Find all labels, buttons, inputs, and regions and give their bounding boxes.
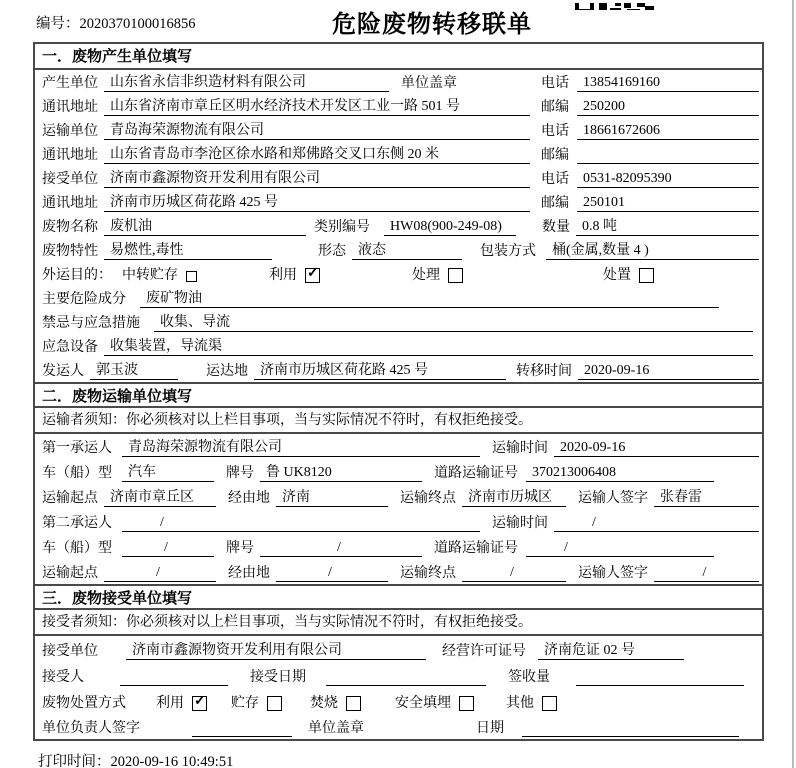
packing-value: 桶(金属,数量 4 ) xyxy=(546,239,759,260)
row-carrier1 xyxy=(35,434,762,459)
transfer-date-label: 转移时间 xyxy=(516,364,572,379)
plate-value: / xyxy=(260,540,422,557)
address-label: 通讯地址 xyxy=(42,148,98,163)
address-value: 山东省济南市章丘区明水经济技术开发区工业一路 501 号 xyxy=(104,95,530,116)
equipment-label: 应急设备 xyxy=(42,340,98,355)
vehicle-type-label: 车（船）型 xyxy=(42,541,112,556)
section-transporter xyxy=(35,382,762,584)
responsible-sign-value xyxy=(192,720,292,737)
via-label: 经由地 xyxy=(228,566,270,581)
character-value: 易燃性,毒性 xyxy=(104,239,272,260)
row-producer xyxy=(35,70,762,94)
transport-time-value: 2020-09-16 xyxy=(554,440,759,457)
row-route1 xyxy=(35,484,762,509)
waste-name-label: 废物名称 xyxy=(42,220,98,235)
checkbox-incinerate xyxy=(346,696,361,711)
plate-label: 牌号 xyxy=(226,541,254,556)
address-value: 山东省青岛市李沧区徐水路和郑佛路交叉口东侧 20 米 xyxy=(104,143,530,164)
option-utilize-label: 利用 xyxy=(156,696,184,711)
row-responsible-sign xyxy=(35,714,762,739)
receipt-amount-label: 签收量 xyxy=(508,670,550,685)
serial-number xyxy=(36,12,196,33)
via-value: / xyxy=(276,565,388,582)
checkbox-treat xyxy=(448,268,463,283)
section2-header: 二．废物运输单位填写 xyxy=(35,382,762,408)
zip-value xyxy=(577,147,759,164)
option-dispose-label: 处置 xyxy=(603,268,631,283)
equipment-value: 收集装置，导流渠 xyxy=(104,335,753,356)
accept-date-value xyxy=(326,669,486,686)
license-value: 济南危证 02 号 xyxy=(538,639,684,660)
row-waste-name xyxy=(35,214,762,238)
row-disposal xyxy=(35,688,762,714)
row-carrier2 xyxy=(35,509,762,534)
taboo-label: 禁忌与应急措施 xyxy=(42,316,140,331)
transporter-label: 运输单位 xyxy=(42,124,98,139)
receipt-amount-value xyxy=(576,669,744,686)
transporter-notice xyxy=(35,408,762,434)
notice-label: 运输者须知： xyxy=(42,413,126,428)
row-transporter-address xyxy=(35,142,762,166)
end-label: 运输终点 xyxy=(400,491,456,506)
row-accept-unit xyxy=(35,636,762,662)
transporter-sign-value: / xyxy=(654,565,759,582)
form-value: 液态 xyxy=(352,239,462,260)
end-value: 济南市历城区 xyxy=(462,486,566,507)
receiver-notice xyxy=(35,610,762,636)
accept-date-label: 接受日期 xyxy=(250,670,306,685)
page-edge-line xyxy=(792,0,794,768)
taboo-value: 收集、导流 xyxy=(154,311,753,332)
option-landfill-label: 安全填埋 xyxy=(395,696,451,711)
transport-time-value: / xyxy=(554,515,759,532)
form-label: 形态 xyxy=(318,244,346,259)
carrier1-value: 青岛海荣源物流有限公司 xyxy=(122,436,480,457)
road-permit-label: 道路运输证号 xyxy=(434,466,518,481)
section-receiver xyxy=(35,584,762,739)
phone-label: 电话 xyxy=(541,76,569,91)
end-value: / xyxy=(462,565,566,582)
section-producer xyxy=(35,44,762,382)
serial-label: 编号： xyxy=(36,16,80,32)
transport-time-label: 运输时间 xyxy=(492,516,548,531)
notice-label: 接受者须知： xyxy=(42,615,126,630)
carrier2-label: 第二承运人 xyxy=(42,516,112,531)
plate-label: 牌号 xyxy=(226,466,254,481)
end-label: 运输终点 xyxy=(400,566,456,581)
transport-time-label: 运输时间 xyxy=(492,441,548,456)
phone-value: 13854169160 xyxy=(577,75,759,92)
start-label: 运输起点 xyxy=(42,491,98,506)
option-storage-label: 贮存 xyxy=(231,696,259,711)
transporter-value: 青岛海荣源物流有限公司 xyxy=(104,119,530,140)
destination-label: 运达地 xyxy=(206,364,248,379)
checkbox-utilize xyxy=(192,696,207,711)
manifest-table xyxy=(33,42,764,741)
date-label: 日期 xyxy=(476,721,504,736)
row-producer-address xyxy=(35,94,762,118)
receiver-value: 济南市鑫源物资开发利用有限公司 xyxy=(104,167,530,188)
print-time-value: 2020-09-16 10:49:51 xyxy=(110,754,234,768)
option-incinerate-label: 焚烧 xyxy=(310,696,338,711)
packing-label: 包装方式 xyxy=(480,244,536,259)
road-permit-value: / xyxy=(526,540,714,557)
page-title: 危险废物转移联单 xyxy=(332,12,532,38)
transfer-date-value: 2020-09-16 xyxy=(578,363,759,380)
print-time-label: 打印时间： xyxy=(38,754,111,768)
option-utilize-label: 利用 xyxy=(269,268,297,283)
accept-unit-value: 济南市鑫源物资开发利用有限公司 xyxy=(126,639,426,660)
row-transporter xyxy=(35,118,762,142)
hazard-label: 主要危险成分 xyxy=(42,292,126,307)
row-consignor xyxy=(35,358,762,382)
row-equipment xyxy=(35,334,762,358)
row-route2 xyxy=(35,559,762,584)
road-permit-label: 道路运输证号 xyxy=(434,541,518,556)
serial-value: 2020370100016856 xyxy=(79,16,196,32)
checkbox-transfer-storage xyxy=(186,271,197,282)
option-treat-label: 处理 xyxy=(412,268,440,283)
phone-label: 电话 xyxy=(541,124,569,139)
notice-text: 你必须核对以上栏目事项，当与实际情况不符时，有权拒绝接受。 xyxy=(126,615,532,630)
checkbox-landfill xyxy=(459,696,474,711)
address-label: 通讯地址 xyxy=(42,100,98,115)
section3-header: 三．废物接受单位填写 xyxy=(35,584,762,610)
vehicle-type-value: / xyxy=(122,540,214,557)
start-value: 济南市章丘区 xyxy=(104,486,216,507)
start-label: 运输起点 xyxy=(42,566,98,581)
row-purpose xyxy=(35,262,762,286)
phone-value: 18661672606 xyxy=(577,123,759,140)
checkbox-utilize xyxy=(305,268,320,283)
via-value: 济南 xyxy=(276,486,388,507)
phone-label: 电话 xyxy=(541,172,569,187)
row-receiver-address xyxy=(35,190,762,214)
carrier1-label: 第一承运人 xyxy=(42,441,112,456)
disposal-label: 废物处置方式 xyxy=(42,696,126,711)
zip-label: 邮编 xyxy=(541,196,569,211)
row-vehicle2 xyxy=(35,534,762,559)
checkbox-storage xyxy=(267,696,282,711)
row-hazard xyxy=(35,286,762,310)
unit-seal-label: 单位盖章 xyxy=(308,721,364,736)
row-acceptor xyxy=(35,662,762,688)
date-value xyxy=(522,720,739,737)
address-label: 通讯地址 xyxy=(42,196,98,211)
option-other-label: 其他 xyxy=(506,696,534,711)
consignor-label: 发运人 xyxy=(42,364,84,379)
zip-value: 250200 xyxy=(577,99,759,116)
carrier2-value: / xyxy=(122,515,480,532)
row-vehicle1 xyxy=(35,459,762,484)
producer-value: 山东省永信非织造材料有限公司 xyxy=(104,71,389,92)
category-label: 类别编号 xyxy=(314,220,370,235)
transporter-sign-label: 运输人签字 xyxy=(578,491,648,506)
vehicle-type-label: 车（船）型 xyxy=(42,466,112,481)
address-value: 济南市历城区荷花路 425 号 xyxy=(104,191,530,212)
checkbox-other xyxy=(542,696,557,711)
notice-text: 你必须核对以上栏目事项，当与实际情况不符时，有权拒绝接受。 xyxy=(126,413,532,428)
waste-name-value: 废机油 xyxy=(104,215,306,236)
producer-label: 产生单位 xyxy=(42,76,98,91)
road-permit-value: 370213006408 xyxy=(526,465,714,482)
start-value: / xyxy=(104,565,216,582)
via-label: 经由地 xyxy=(228,491,270,506)
acceptor-label: 接受人 xyxy=(42,670,84,685)
row-taboo xyxy=(35,310,762,334)
row-receiver xyxy=(35,166,762,190)
qr-code-fragment xyxy=(575,0,655,10)
hazard-value: 废矿物油 xyxy=(140,287,719,308)
unit-seal-label: 单位盖章 xyxy=(401,76,457,91)
zip-label: 邮编 xyxy=(541,148,569,163)
purpose-label: 外运目的： xyxy=(42,268,112,283)
checkbox-dispose xyxy=(639,268,654,283)
license-label: 经营许可证号 xyxy=(442,644,526,659)
category-value: HW08(900-249-08) xyxy=(384,219,516,236)
zip-value: 250101 xyxy=(577,195,759,212)
transporter-sign-label: 运输人签字 xyxy=(578,566,648,581)
destination-value: 济南市历城区荷花路 425 号 xyxy=(254,359,506,380)
plate-value: 鲁 UK8120 xyxy=(260,461,422,482)
accept-unit-label: 接受单位 xyxy=(42,644,98,659)
section1-header: 一．废物产生单位填写 xyxy=(35,44,762,70)
print-time xyxy=(38,750,233,768)
responsible-sign-label: 单位负责人签字 xyxy=(42,721,140,736)
quantity-label: 数量 xyxy=(542,220,570,235)
option-transfer-storage-label: 中转贮存 xyxy=(122,268,178,283)
character-label: 废物特性 xyxy=(42,244,98,259)
quantity-value: 0.8 吨 xyxy=(576,215,759,236)
vehicle-type-value: 汽车 xyxy=(122,461,214,482)
transporter-sign-value: 张春雷 xyxy=(654,486,759,507)
zip-label: 邮编 xyxy=(541,100,569,115)
phone-value: 0531-82095390 xyxy=(577,171,759,188)
receiver-label: 接受单位 xyxy=(42,172,98,187)
acceptor-value xyxy=(120,669,228,686)
consignor-value: 郭玉波 xyxy=(90,359,178,380)
row-waste-character xyxy=(35,238,762,262)
